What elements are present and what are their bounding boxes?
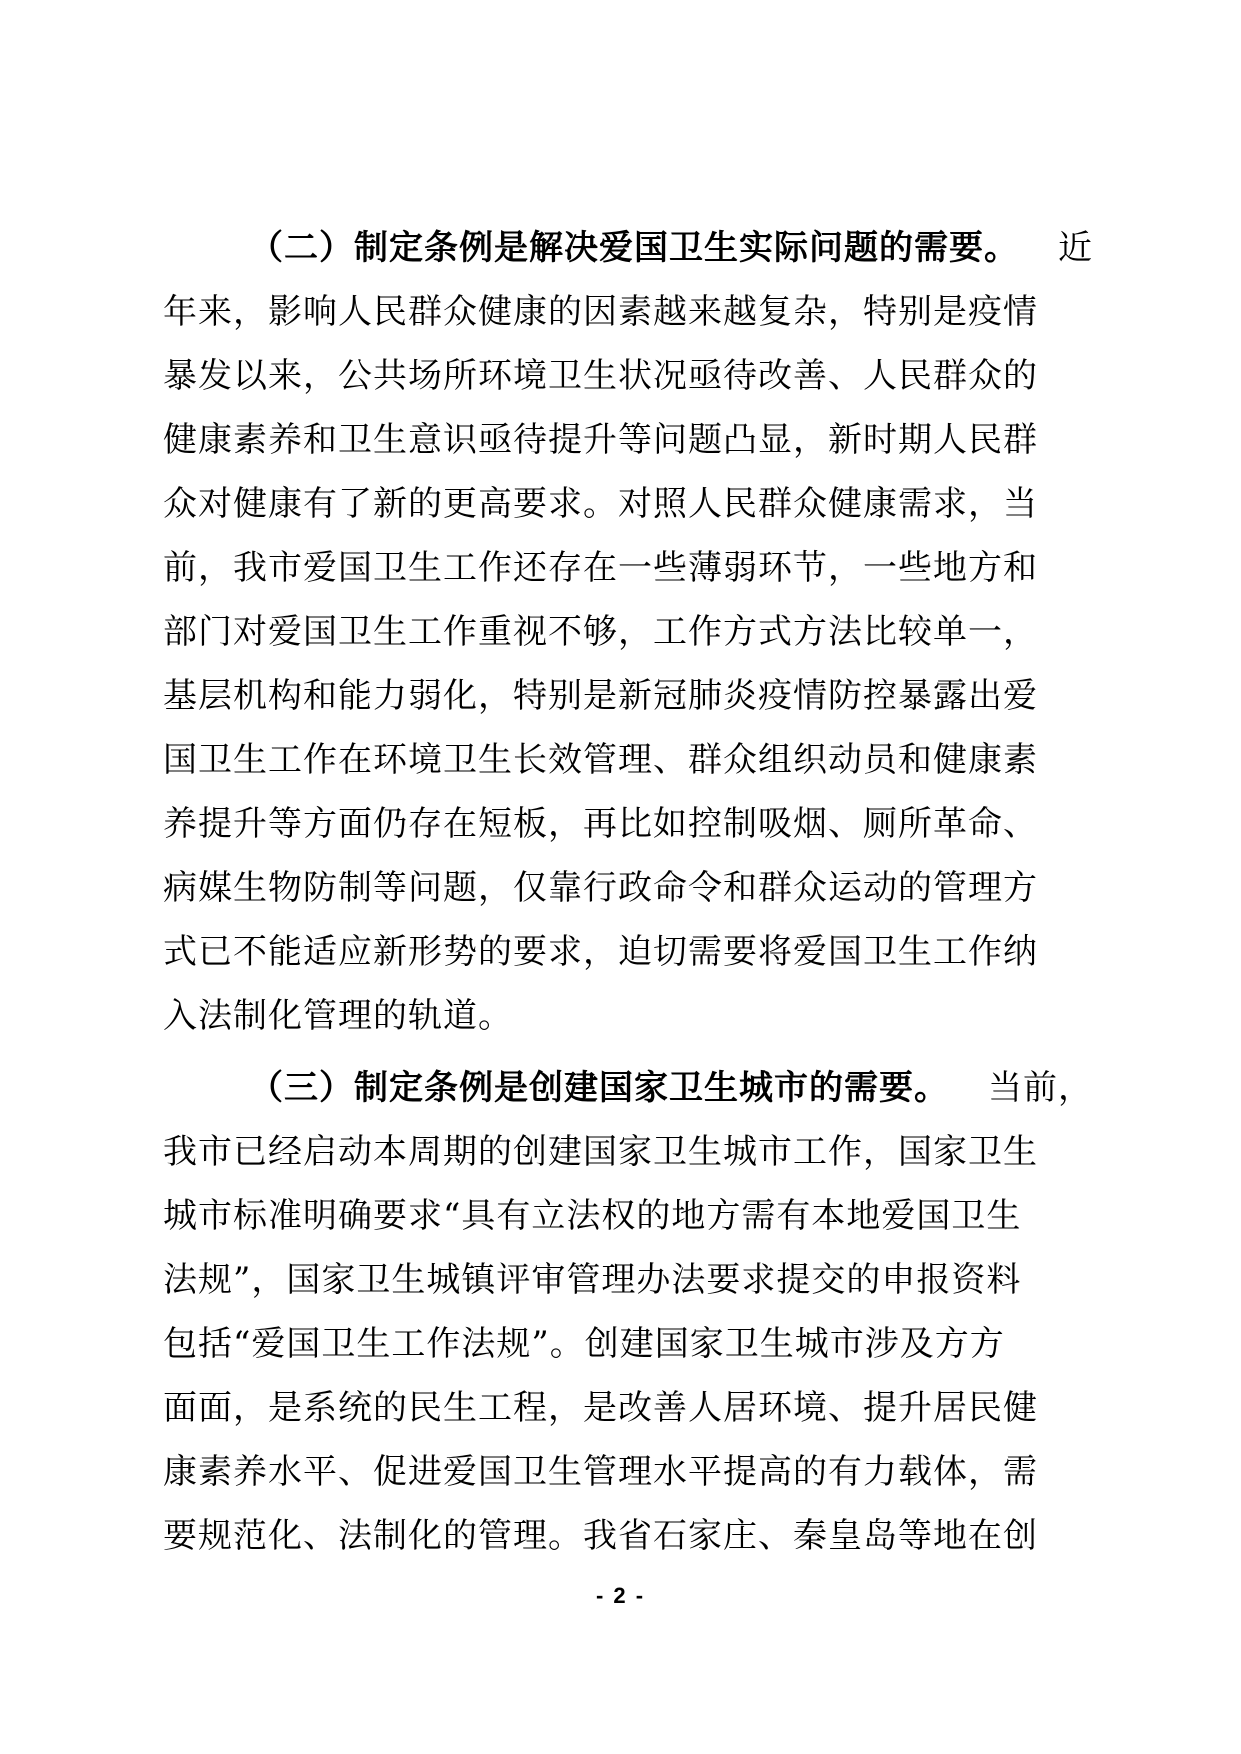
paragraph-line: 康素养水平、促进爱国卫生管理水平提高的有力载体，需 (163, 1452, 1038, 1492)
page-number: - 2 - (595, 1583, 646, 1608)
paragraph-text: 当前， (988, 1068, 1093, 1108)
paragraph-line: 城市标准明确要求“具有立法权的地方需有本地爱国卫生 (163, 1196, 1022, 1236)
section-heading: （三）制定条例是创建国家卫生城市的需要。 (249, 1068, 949, 1108)
paragraph-line: 要规范化、法制化的管理。我省石家庄、秦皇岛等地在创 (163, 1516, 1038, 1556)
paragraph-line (163, 1056, 1093, 1120)
paragraph-line: 式已不能适应新形势的要求，迫切需要将爱国卫生工作纳 (163, 932, 1038, 972)
document-body (163, 216, 1093, 1568)
paragraph-text: 近 (1058, 228, 1093, 268)
paragraph-line: 前，我市爱国卫生工作还存在一些薄弱环节，一些地方和 (163, 548, 1038, 588)
paragraph-line: 法规”，国家卫生城镇评审管理办法要求提交的申报资料 (163, 1260, 1022, 1300)
paragraph-line: 病媒生物防制等问题，仅靠行政命令和群众运动的管理方 (163, 868, 1038, 908)
paragraph-line: 健康素养和卫生意识亟待提升等问题凸显，新时期人民群 (163, 420, 1038, 460)
paragraph-line: 众对健康有了新的更高要求。对照人民群众健康需求，当 (163, 484, 1038, 524)
paragraph-line: 暴发以来，公共场所环境卫生状况亟待改善、人民群众的 (163, 356, 1038, 396)
section-heading: （二）制定条例是解决爱国卫生实际问题的需要。 (249, 228, 1019, 268)
paragraph-line: 年来，影响人民群众健康的因素越来越复杂，特别是疫情 (163, 292, 1038, 332)
paragraph-line: 面面，是系统的民生工程，是改善人居环境、提升居民健 (163, 1388, 1038, 1428)
paragraph-gap (163, 1048, 1093, 1056)
paragraph-line: 入法制化管理的轨道。 (163, 996, 513, 1036)
paragraph-line: 包括“爱国卫生工作法规”。创建国家卫生城市涉及方方 (163, 1324, 1005, 1364)
paragraph-line: 国卫生工作在环境卫生长效管理、群众组织动员和健康素 (163, 740, 1038, 780)
paragraph-line: 养提升等方面仍存在短板，再比如控制吸烟、厕所革命、 (163, 804, 1038, 844)
paragraph-line: 基层机构和能力弱化，特别是新冠肺炎疫情防控暴露出爱 (163, 676, 1038, 716)
paragraph-line (163, 216, 1093, 280)
paragraph-line: 我市已经启动本周期的创建国家卫生城市工作，国家卫生 (163, 1132, 1038, 1172)
paragraph-line: 部门对爱国卫生工作重视不够，工作方式方法比较单一， (163, 612, 1038, 652)
